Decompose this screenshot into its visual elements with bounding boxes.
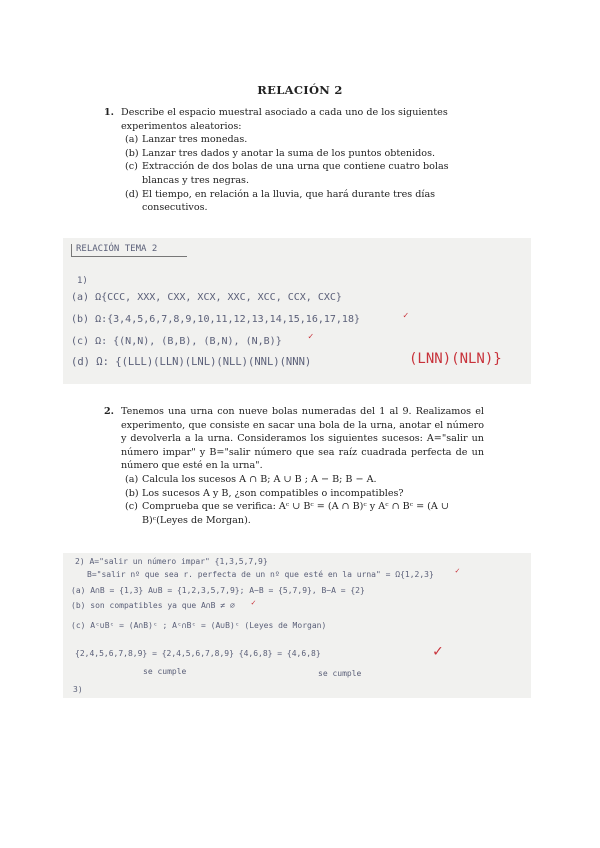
answer-heading: RELACIÓN TEMA 2 (71, 244, 187, 257)
item-label: (a) (125, 134, 139, 146)
answer-line: 1) (77, 276, 88, 286)
item-text: Calcula los sucesos A ∩ B; A ∪ B ; A − B; B − A. (142, 473, 377, 485)
handwritten-answer-1 (63, 238, 531, 384)
item-label: (d) (125, 188, 139, 200)
item-text: Lanzar tres dados y anotar la suma de los puntos obtenidos. (142, 147, 436, 159)
item-label: (c) (125, 501, 138, 513)
problem-1 (104, 106, 484, 215)
checkmark-icon: ✓ (308, 332, 314, 342)
answer-line: (c) Aᶜ∪Bᶜ = (A∩B)ᶜ ; Aᶜ∩Bᶜ = (A∪B)ᶜ (Leyes de Morgan) (71, 621, 327, 630)
answer-line: (d) Ω: {(LLL)(LLN)(LNL)(NLL)(NNL)(NNN) (71, 356, 312, 368)
page-title: RELACIÓN 2 (257, 83, 343, 97)
item-label: (a) (125, 473, 139, 485)
answer-line: (c) Ω: {(N,N), (B,B), (B,N), (N,B)} (71, 336, 282, 347)
answer-line: (b) Ω:{3,4,5,6,7,8,9,10,11,12,13,14,15,16,17,18} (71, 314, 360, 325)
handwritten-answer-2 (63, 553, 531, 698)
problem-2 (104, 405, 484, 527)
problem-item (121, 133, 484, 147)
problem-item (121, 147, 484, 161)
problem-item (121, 473, 484, 487)
problem-statement: Tenemos una urna con nueve bolas numeradas del 1 al 9. Realizamos el experimento, que consiste en sacar una bola de la urna, anotar el número y devolverla a la urna. Consideramos los siguientes sucesos: A="salir un número impar" y B="salir número que sea raíz cuadrada perfecta de un número que esté en la urna". (121, 406, 484, 472)
problem-item (121, 487, 484, 501)
answer-line: 2) A="salir un número impar" {1,3,5,7,9} (75, 557, 268, 566)
checkmark-icon: ✓ (455, 566, 460, 575)
answer-line: {2,4,5,6,7,8,9} = {2,4,5,6,7,8,9} {4,6,8} = {4,6,8} (75, 649, 321, 658)
item-label: (b) (125, 487, 139, 499)
checkmark-icon: ✓ (433, 641, 443, 660)
answer-line: (a) Ω{CCC, XXX, CXX, XCX, XXC, XCC, CCX, CXC} (71, 292, 342, 303)
item-text: El tiempo, en relación a la lluvia, que hará durante tres días consecutivos. (142, 188, 436, 214)
checkmark-icon: ✓ (251, 598, 256, 607)
problem-statement: Describe el espacio muestral asociado a cada uno de los siguientes experimentos aleatorios: (121, 107, 448, 132)
answer-line: (b) son compatibles ya que A∩B ≠ ∅ (71, 601, 235, 610)
item-text: Los sucesos A y B, ¿son compatibles o incompatibles? (142, 487, 404, 499)
item-text: Comprueba que se verifica: Aᶜ ∪ Bᶜ = (A ∩ B)ᶜ y Aᶜ ∩ Bᶜ = (A ∪ B)ᶜ(Leyes de Morgan). (142, 501, 449, 526)
item-text: Lanzar tres monedas. (142, 134, 248, 146)
answer-line: B="salir nº que sea r. perfecta de un nº que esté en la urna" = Ω{1,2,3} (87, 570, 434, 579)
item-label: (b) (125, 147, 139, 159)
answer-line: 3) (73, 685, 83, 694)
red-correction: (LNN)(NLN)} (409, 351, 502, 367)
problem-number: 1. (104, 107, 115, 118)
problem-item (121, 160, 484, 187)
answer-line: se cumple (143, 667, 187, 676)
problem-item (121, 188, 484, 215)
answer-line: (a) A∩B = {1,3} A∪B = {1,2,3,5,7,9}; A−B = {5,7,9}, B−A = {2} (71, 586, 365, 595)
item-text: Extracción de dos bolas de una urna que contiene cuatro bolas blancas y tres negras. (142, 161, 449, 186)
problem-number: 2. (104, 406, 115, 417)
item-label: (c) (125, 161, 138, 173)
answer-line: se cumple (318, 669, 362, 678)
problem-item (121, 500, 484, 527)
checkmark-icon: ✓ (403, 311, 409, 321)
